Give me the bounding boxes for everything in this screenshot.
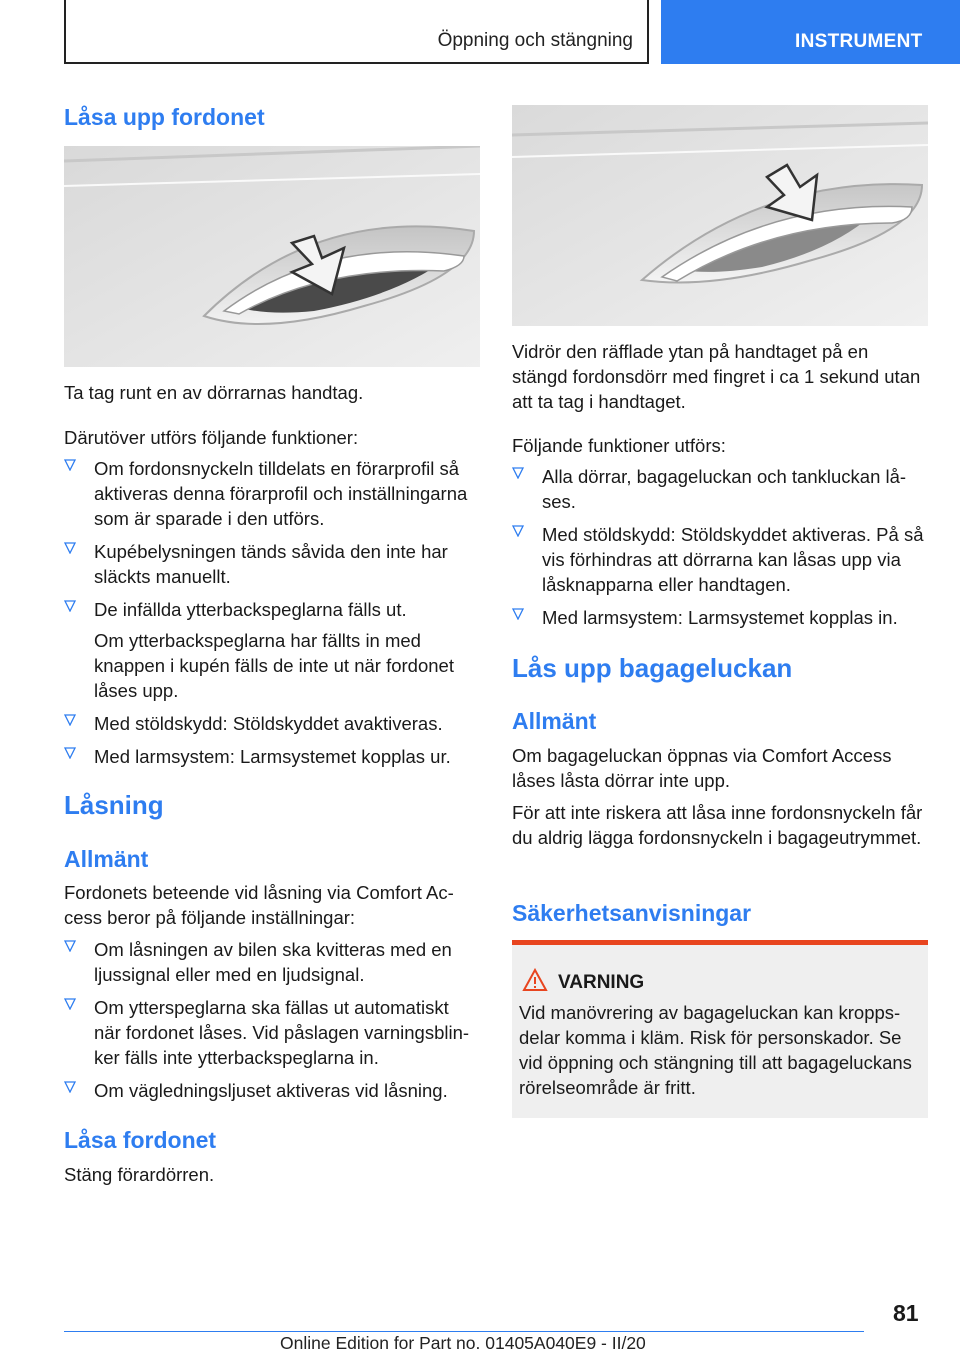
header-section-title: Öppning och stängning bbox=[437, 30, 633, 51]
locking-settings-list bbox=[64, 937, 480, 1103]
heading-general-trunk: Allmänt bbox=[512, 708, 597, 734]
paragraph-grab-handle: Ta tag runt en av dörrarnas handtag. bbox=[64, 382, 364, 403]
header-chapter-tab bbox=[661, 0, 960, 64]
paragraph-functions-right: Följande funktioner utförs: bbox=[512, 435, 726, 456]
bullet-triangle-icon bbox=[64, 600, 76, 612]
list-item: Om låsningen av bilen ska kvitteras med en ljussignal eller med en ljudsignal. bbox=[64, 937, 480, 987]
heading-unlock-trunk: Lås upp bagageluckan bbox=[512, 653, 793, 683]
heading-lock-vehicle: Låsa fordonet bbox=[64, 1127, 217, 1153]
list-item: Med stöldskydd: Stöldskyddet aktiveras. På så vis förhindras att dörrarna kan låsas upp via låsknapparna eller handtagen. bbox=[512, 522, 928, 597]
door-handle-grab-image bbox=[64, 146, 480, 367]
bullet-triangle-icon bbox=[64, 542, 76, 554]
warning-triangle-icon bbox=[522, 968, 548, 997]
list-item: Med larmsystem: Larmsystemet kopplas ur. bbox=[64, 744, 480, 769]
footer-divider bbox=[64, 1331, 864, 1332]
warning-box bbox=[512, 940, 928, 1118]
heading-general-locking: Allmänt bbox=[64, 846, 149, 872]
warning-text: Vid manövrering av bagageluckan kan kroppsdelar komma i kläm. Risk för personskador. Se vid öppning och stängning till att bagageluckans rörelseområde är fritt. bbox=[519, 1002, 912, 1098]
bullet-triangle-icon bbox=[64, 998, 76, 1010]
bullet-triangle-icon bbox=[64, 714, 76, 726]
paragraph-close-door: Stäng förardörren. bbox=[64, 1164, 215, 1185]
door-handle-touch-image bbox=[512, 105, 928, 326]
list-item: Om vägledningsljuset aktiveras vid låsning. bbox=[64, 1078, 480, 1103]
lock-functions-list bbox=[512, 464, 928, 630]
list-item: Om fordonsnyckeln tilldelats en förarprofil så aktiveras denna förarprofil och inställningarna som är sparade i den utförs. bbox=[64, 456, 480, 531]
bullet-triangle-icon bbox=[64, 1081, 76, 1093]
bullet-triangle-icon bbox=[512, 525, 524, 537]
list-item: Med larmsystem: Larmsystemet kopplas in. bbox=[512, 605, 928, 630]
page-number: 81 bbox=[893, 1300, 919, 1326]
bullet-triangle-icon bbox=[64, 747, 76, 759]
bullet-triangle-icon bbox=[64, 940, 76, 952]
paragraph-key-risk: För att inte riskera att låsa inne fordonsnyckeln får du aldrig lägga fordonsnyckeln i bagageutrymmet. bbox=[512, 802, 923, 848]
paragraph-comfort-access: Om bagageluckan öppnas via Comfort Access låses låsta dörrar inte upp. bbox=[512, 745, 892, 791]
mirror-note: Om ytterbackspeglarna har fällts in med knappen i kupén fälls de inte ut när fordonet låses upp. bbox=[94, 630, 454, 701]
paragraph-functions: Därutöver utförs följande funktioner: bbox=[64, 427, 359, 448]
list-item: Alla dörrar, bagageluckan och tankluckan låses. bbox=[512, 464, 928, 514]
header-chapter-title: INSTRUMENT bbox=[795, 31, 923, 52]
bullet-triangle-icon bbox=[64, 459, 76, 471]
paragraph-locking-behavior: Fordonets beteende vid låsning via Comfort Access beror på följande inställningar: bbox=[64, 882, 454, 928]
header-section-tab bbox=[64, 0, 649, 64]
list-item: Kupébelysningen tänds såvida den inte har släckts manuellt. bbox=[64, 539, 480, 589]
list-item: De infällda ytterbackspeglarna fälls ut. Om ytterbackspeglarna har fällts in med knappen i kupén fälls de inte ut när fordonet låses upp. bbox=[64, 597, 480, 703]
warning-title: VARNING bbox=[558, 972, 645, 993]
bullet-triangle-icon bbox=[512, 467, 524, 479]
heading-locking: Låsning bbox=[64, 790, 164, 820]
footer-edition: Online Edition for Part no. 01405A040E9 - II/20 bbox=[280, 1333, 646, 1353]
paragraph-touch-handle: Vidrör den räfflade ytan på handtaget på en stängd fordonsdörr med fingret i ca 1 sekund utan att ta tag i handtaget. bbox=[512, 341, 921, 412]
list-item: Om ytterspeglarna ska fällas ut automatiskt när fordonet låses. Vid påslagen varningsblinker fälls inte ytterbackspeglarna in. bbox=[64, 995, 480, 1070]
heading-safety-instructions: Säkerhetsanvisningar bbox=[512, 900, 752, 926]
unlock-functions-list bbox=[64, 456, 480, 769]
bullet-triangle-icon bbox=[512, 608, 524, 620]
heading-unlock-vehicle: Låsa upp fordonet bbox=[64, 104, 265, 130]
list-item: Med stöldskydd: Stöldskyddet avaktiveras. bbox=[64, 711, 480, 736]
